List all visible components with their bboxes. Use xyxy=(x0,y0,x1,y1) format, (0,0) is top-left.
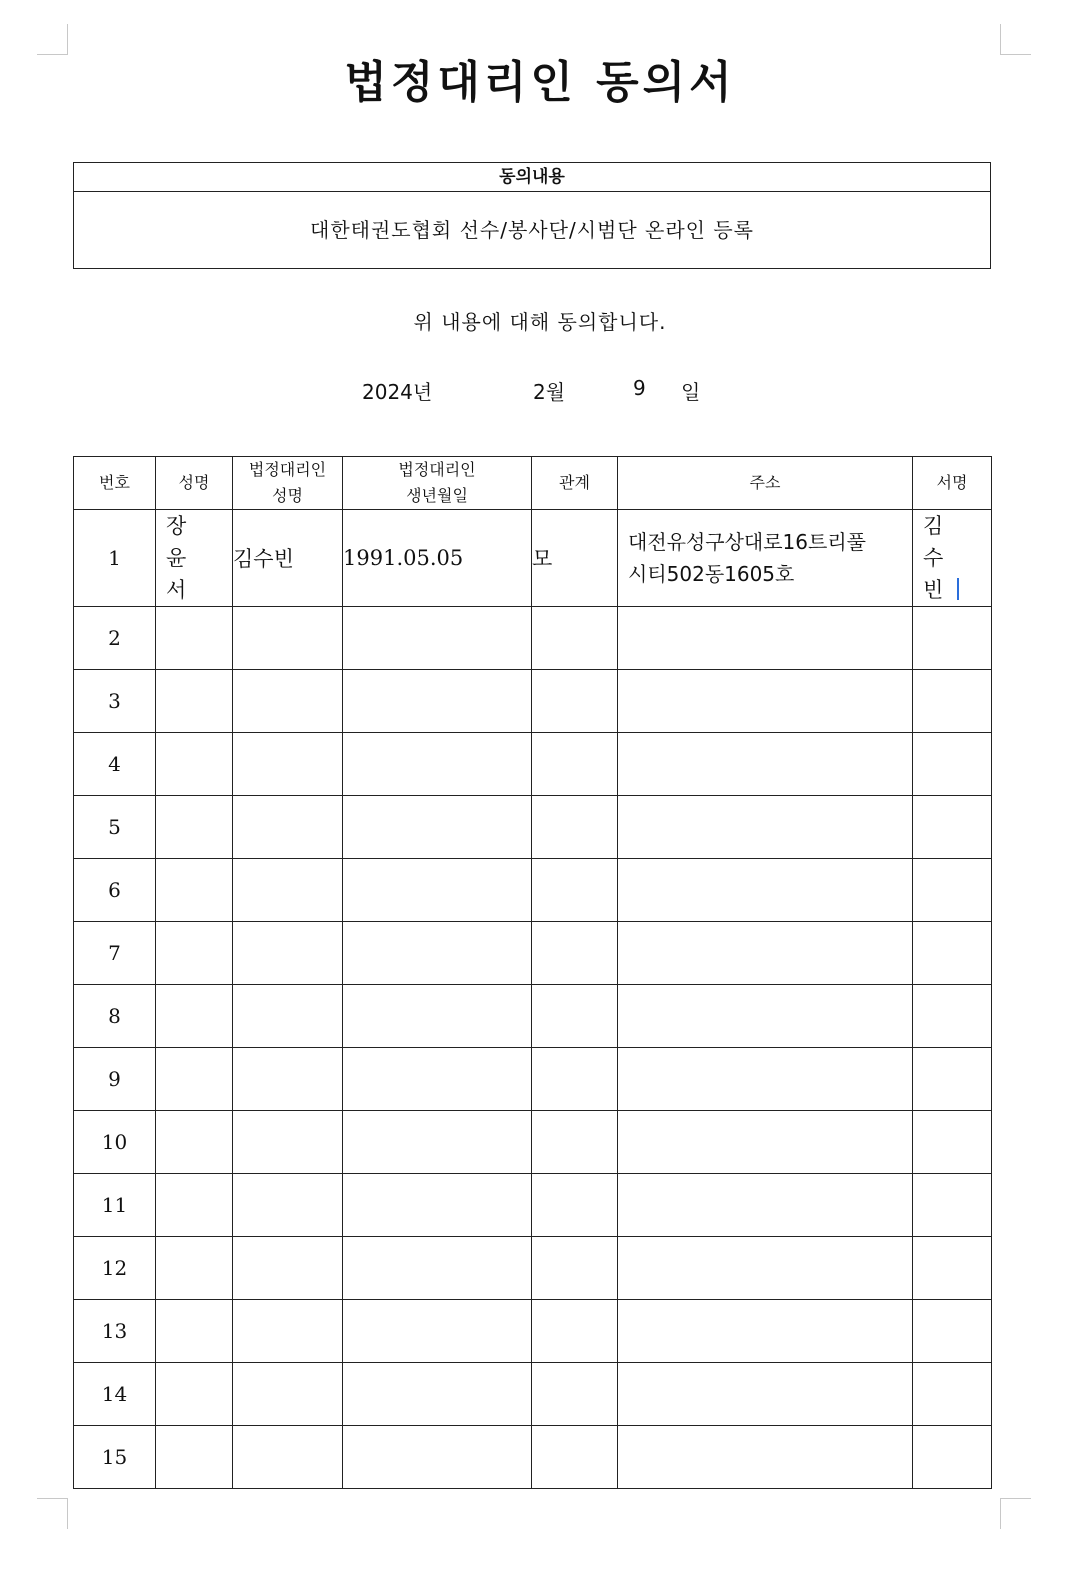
header-number: 번호 xyxy=(74,457,156,510)
header-rep-dob-line1: 법정대리인 xyxy=(398,460,476,479)
participant-name-line2: 서 xyxy=(166,578,201,602)
rep-name-cell[interactable] xyxy=(233,1174,343,1237)
signature-cell[interactable] xyxy=(913,859,992,922)
row-number: 10 xyxy=(74,1111,156,1174)
row-number: 1 xyxy=(74,510,156,607)
participant-name-cell[interactable] xyxy=(156,733,233,796)
row-number: 12 xyxy=(74,1237,156,1300)
participant-name-cell[interactable] xyxy=(156,1363,233,1426)
rep-dob-cell[interactable] xyxy=(343,607,532,670)
rep-name-cell[interactable] xyxy=(233,859,343,922)
participant-name-cell[interactable] xyxy=(156,859,233,922)
signature-cell[interactable] xyxy=(913,922,992,985)
table-row xyxy=(74,607,992,670)
row-number: 15 xyxy=(74,1426,156,1489)
rep-name-cell[interactable] xyxy=(233,733,343,796)
address-cell[interactable] xyxy=(618,607,913,670)
address-cell[interactable] xyxy=(618,510,913,607)
address-cell[interactable] xyxy=(618,985,913,1048)
signature-cell[interactable] xyxy=(913,1363,992,1426)
table-row xyxy=(74,670,992,733)
address-cell[interactable] xyxy=(618,859,913,922)
agreement-statement[interactable]: 위 내용에 대해 동의합니다. xyxy=(413,310,667,334)
header-relation: 관계 xyxy=(532,457,618,510)
relation-cell[interactable] xyxy=(532,1426,618,1489)
date-day[interactable]: 9 xyxy=(633,376,646,400)
table-row xyxy=(74,1048,992,1111)
signature-cell[interactable] xyxy=(913,1111,992,1174)
row-number: 7 xyxy=(74,922,156,985)
relation-cell[interactable] xyxy=(532,796,618,859)
address-cell[interactable] xyxy=(618,1300,913,1363)
row-number: 2 xyxy=(74,607,156,670)
rep-dob-cell[interactable] xyxy=(343,1237,532,1300)
signature-cell[interactable] xyxy=(913,1300,992,1363)
address-cell[interactable] xyxy=(618,1174,913,1237)
participant-name-cell[interactable] xyxy=(156,670,233,733)
row-number: 11 xyxy=(74,1174,156,1237)
address-cell[interactable] xyxy=(618,922,913,985)
header-rep-name-line2: 성명 xyxy=(272,486,303,505)
address-cell[interactable] xyxy=(618,1111,913,1174)
participant-name-cell[interactable] xyxy=(156,985,233,1048)
participant-name-cell[interactable] xyxy=(156,1300,233,1363)
participant-name-cell[interactable] xyxy=(156,1237,233,1300)
consent-header: 동의내용 xyxy=(74,163,990,192)
table-row xyxy=(74,1111,992,1174)
address-cell[interactable] xyxy=(618,733,913,796)
address-line1: 대전유성구상대로16트리풀 xyxy=(628,530,866,554)
relation-cell[interactable] xyxy=(532,1111,618,1174)
row-number: 5 xyxy=(74,796,156,859)
rep-dob-cell[interactable] xyxy=(343,1111,532,1174)
row-number: 8 xyxy=(74,985,156,1048)
rep-name-cell[interactable] xyxy=(233,607,343,670)
address-line2: 시티502동1605호 xyxy=(628,562,795,586)
participant-name-cell[interactable] xyxy=(156,1048,233,1111)
table-row xyxy=(74,510,992,607)
rep-dob-cell[interactable] xyxy=(343,1048,532,1111)
rep-dob-cell[interactable] xyxy=(343,1300,532,1363)
table-row xyxy=(74,922,992,985)
header-signature: 서명 xyxy=(913,457,992,510)
rep-name-cell[interactable]: 김수빈 xyxy=(233,510,343,607)
rep-dob-cell[interactable] xyxy=(343,796,532,859)
participant-name-line1: 장 윤 xyxy=(166,514,201,570)
consent-table xyxy=(73,456,992,1489)
rep-name-cell[interactable] xyxy=(233,670,343,733)
row-number: 4 xyxy=(74,733,156,796)
consent-body[interactable]: 대한태권도협회 선수/봉사단/시범단 온라인 등록 xyxy=(310,218,754,242)
rep-name-cell[interactable] xyxy=(233,1426,343,1489)
signature-cell[interactable] xyxy=(913,1237,992,1300)
signature-cell[interactable] xyxy=(913,670,992,733)
date-year[interactable]: 2024년 xyxy=(362,380,433,404)
relation-cell[interactable] xyxy=(532,1048,618,1111)
relation-cell[interactable] xyxy=(532,733,618,796)
participant-name-cell[interactable] xyxy=(156,1174,233,1237)
page-corner-mark xyxy=(37,1498,68,1529)
address-cell[interactable] xyxy=(618,670,913,733)
relation-cell[interactable] xyxy=(532,1300,618,1363)
header-rep-name-line1: 법정대리인 xyxy=(248,460,327,479)
signature-cell[interactable] xyxy=(913,1174,992,1237)
rep-name-cell[interactable] xyxy=(233,1237,343,1300)
table-row xyxy=(74,1363,992,1426)
header-rep-dob xyxy=(343,457,532,510)
signature-cell[interactable] xyxy=(913,607,992,670)
signature-cell[interactable] xyxy=(913,1048,992,1111)
table-header-row xyxy=(74,457,992,510)
table-row xyxy=(74,733,992,796)
signature-cell[interactable] xyxy=(913,510,992,607)
rep-name-cell[interactable] xyxy=(233,796,343,859)
rep-name-cell[interactable] xyxy=(233,985,343,1048)
row-number: 9 xyxy=(74,1048,156,1111)
address-cell[interactable] xyxy=(618,1426,913,1489)
address-cell[interactable] xyxy=(618,1048,913,1111)
relation-cell[interactable] xyxy=(532,1174,618,1237)
rep-name-cell[interactable] xyxy=(233,1363,343,1426)
relation-cell[interactable] xyxy=(532,985,618,1048)
signature-cell[interactable] xyxy=(913,1426,992,1489)
rep-dob-cell[interactable]: 1991.05.05 xyxy=(343,510,532,607)
signature-line1: 김 수 xyxy=(923,514,958,570)
relation-cell[interactable]: 모 xyxy=(532,510,618,607)
rep-dob-cell[interactable] xyxy=(343,733,532,796)
relation-cell[interactable] xyxy=(532,922,618,985)
row-number: 13 xyxy=(74,1300,156,1363)
consent-content-box xyxy=(73,162,991,269)
rep-name-cell[interactable] xyxy=(233,1111,343,1174)
signature-line2: 빈 xyxy=(923,578,958,602)
date-day-label: 일 xyxy=(681,380,701,404)
relation-cell[interactable] xyxy=(532,859,618,922)
row-number: 3 xyxy=(74,670,156,733)
table-row xyxy=(74,1174,992,1237)
header-rep-name xyxy=(233,457,343,510)
table-row xyxy=(74,1426,992,1489)
date-month[interactable]: 2월 xyxy=(533,380,566,404)
table-row xyxy=(74,796,992,859)
rep-name-cell[interactable] xyxy=(233,922,343,985)
rep-dob-cell[interactable] xyxy=(343,670,532,733)
rep-dob-cell[interactable] xyxy=(343,985,532,1048)
row-number: 6 xyxy=(74,859,156,922)
rep-dob-cell[interactable] xyxy=(343,1426,532,1489)
participant-name-cell[interactable] xyxy=(156,1426,233,1489)
signature-cell[interactable] xyxy=(913,985,992,1048)
signature-cell[interactable] xyxy=(913,733,992,796)
relation-cell[interactable] xyxy=(532,607,618,670)
relation-cell[interactable] xyxy=(532,1363,618,1426)
participant-name-cell[interactable] xyxy=(156,1111,233,1174)
text-cursor xyxy=(957,578,959,600)
participant-name-cell[interactable] xyxy=(156,796,233,859)
signature-cell[interactable] xyxy=(913,796,992,859)
header-name: 성명 xyxy=(156,457,233,510)
rep-dob-cell[interactable] xyxy=(343,1363,532,1426)
participant-name-cell[interactable] xyxy=(156,922,233,985)
header-address: 주소 xyxy=(618,457,913,510)
table-row xyxy=(74,1237,992,1300)
relation-cell[interactable] xyxy=(532,670,618,733)
page-corner-mark xyxy=(1000,1498,1031,1529)
participant-name-cell[interactable] xyxy=(156,510,233,607)
header-rep-dob-line2: 생년월일 xyxy=(406,486,468,505)
table-row xyxy=(74,985,992,1048)
address-cell[interactable] xyxy=(618,796,913,859)
rep-dob-cell[interactable] xyxy=(343,859,532,922)
relation-cell[interactable] xyxy=(532,1237,618,1300)
participant-name-cell[interactable] xyxy=(156,607,233,670)
rep-name-cell[interactable] xyxy=(233,1300,343,1363)
rep-dob-cell[interactable] xyxy=(343,1174,532,1237)
address-cell[interactable] xyxy=(618,1237,913,1300)
rep-name-cell[interactable] xyxy=(233,1048,343,1111)
address-cell[interactable] xyxy=(618,1363,913,1426)
row-number: 14 xyxy=(74,1363,156,1426)
rep-dob-cell[interactable] xyxy=(343,922,532,985)
document-title: 법정대리인 동의서 xyxy=(344,57,736,108)
table-row xyxy=(74,859,992,922)
table-row xyxy=(74,1300,992,1363)
